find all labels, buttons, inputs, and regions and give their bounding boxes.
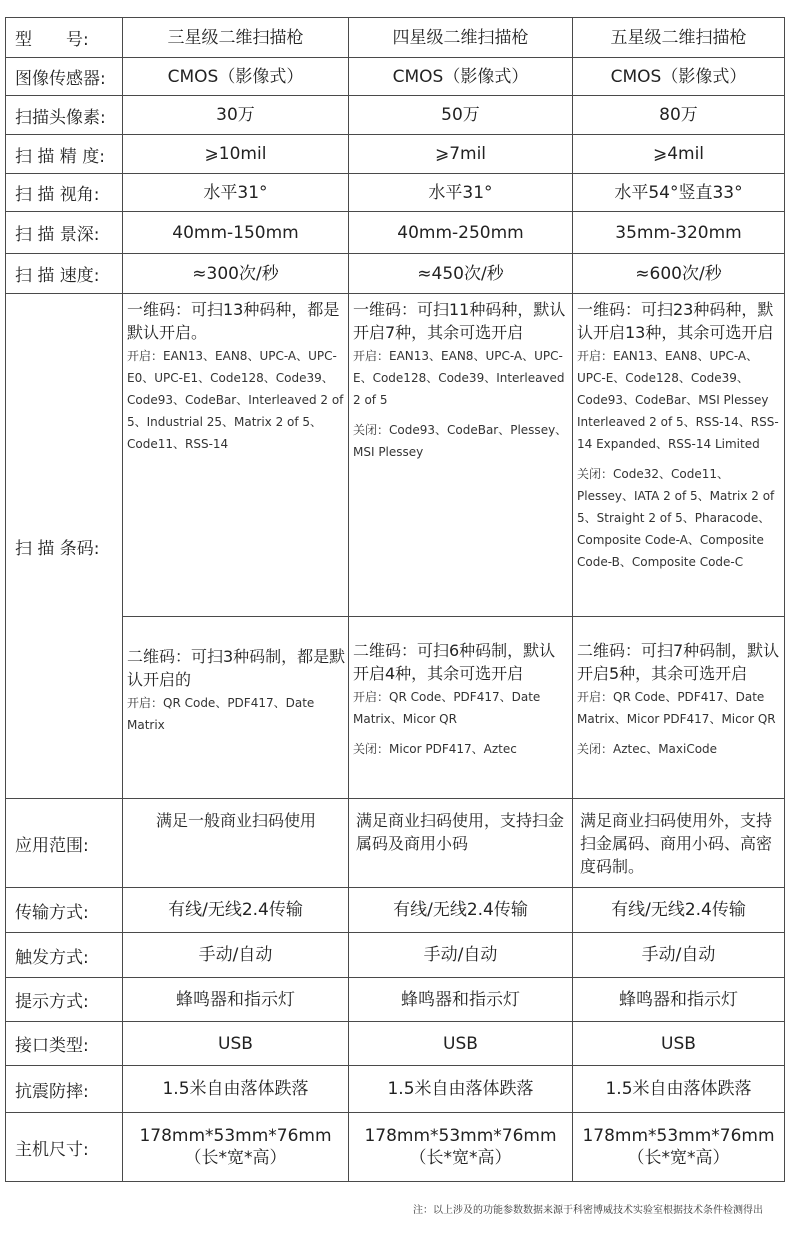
cell-value: 50万 (349, 96, 573, 135)
cell-value: 35mm-320mm (573, 212, 785, 254)
cell-value: USB (349, 1022, 573, 1066)
row-label: 扫 描 精 度: (6, 135, 123, 174)
cell-value: CMOS（影像式） (573, 58, 785, 96)
row-label: 扫 描 速度: (6, 254, 123, 294)
barcode-lead: 二维码：可扫6种码制，默认开启4种，其余可选开启 (353, 641, 556, 683)
cell-value: ≈300次/秒 (123, 254, 349, 294)
header-row (6, 18, 785, 58)
barcode-enabled: 开启：QR Code、PDF417、Date Matrix (127, 696, 315, 732)
cell-value: ⩾4mil (573, 135, 785, 174)
barcode-1d-five-star (573, 294, 785, 617)
barcode-enabled: 开启：EAN13、EAN8、UPC-A、UPC-E0、UPC-E1、Code128、Code39、Code93、CodeBar、Interleaved 2 of 5、Industrial 25、Matrix 2 of 5、Code11、RSS-14 (127, 349, 344, 451)
barcode-enabled: 开启：QR Code、PDF417、Date Matrix、Micor PDF417、Micor QR (577, 690, 776, 726)
size-dimensions: 178mm*53mm*76mm (582, 1126, 775, 1146)
row-label: 扫描头像素: (6, 96, 123, 135)
row-trigger (6, 933, 785, 978)
cell-value: 手动/自动 (573, 933, 785, 978)
row-pixels (6, 96, 785, 135)
cell-value: 40mm-250mm (349, 212, 573, 254)
cell-value: 水平31° (123, 174, 349, 212)
cell-value: 满足商业扫码使用，支持扫金属码及商用小码 (349, 799, 573, 888)
cell-value: 有线/无线2.4传输 (349, 888, 573, 933)
row-prompt (6, 978, 785, 1022)
cell-value: CMOS（影像式） (349, 58, 573, 96)
cell-value: 手动/自动 (349, 933, 573, 978)
row-label: 扫 描 视角: (6, 174, 123, 212)
row-barcode-2d (6, 617, 785, 799)
row-size (6, 1113, 785, 1182)
barcode-lead: 一维码：可扫11种码种，默认开启7种，其余可选开启 (353, 300, 566, 342)
size-dimensions: 178mm*53mm*76mm (139, 1126, 332, 1146)
row-label: 图像传感器: (6, 58, 123, 96)
size-units: （长*宽*高） (409, 1148, 512, 1168)
row-label: 接口类型: (6, 1022, 123, 1066)
cell-value: USB (573, 1022, 785, 1066)
row-interface (6, 1022, 785, 1066)
row-label: 扫 描 条码: (6, 294, 123, 799)
cell-value: 1.5米自由落体跌落 (123, 1066, 349, 1113)
cell-value: 手动/自动 (123, 933, 349, 978)
barcode-enabled: 开启：EAN13、EAN8、UPC-A、UPC-E、Code128、Code39、Code93、CodeBar、MSI Plessey Interleaved 2 of 5、RSS-14、RSS-14 Expanded、RSS-14 Limited (577, 349, 779, 451)
cell-value: 1.5米自由落体跌落 (349, 1066, 573, 1113)
row-image-sensor (6, 58, 785, 96)
cell-value: 有线/无线2.4传输 (573, 888, 785, 933)
row-view-angle (6, 174, 785, 212)
cell-value: 30万 (123, 96, 349, 135)
model-three-star: 三星级二维扫描枪 (123, 18, 349, 58)
row-speed (6, 254, 785, 294)
cell-value: 水平54°竖直33° (573, 174, 785, 212)
row-application (6, 799, 785, 888)
size-dimensions: 178mm*53mm*76mm (364, 1126, 557, 1146)
size-cell (349, 1113, 573, 1182)
cell-value: 80万 (573, 96, 785, 135)
cell-value: 蜂鸣器和指示灯 (573, 978, 785, 1022)
row-label: 触发方式: (6, 933, 123, 978)
size-cell (123, 1113, 349, 1182)
barcode-1d-three-star (123, 294, 349, 617)
row-label: 传输方式: (6, 888, 123, 933)
cell-value: 满足一般商业扫码使用 (123, 799, 349, 888)
barcode-lead: 一维码：可扫23种码种，默认开启13种，其余可选开启 (577, 300, 774, 342)
cell-value: 满足商业扫码使用外，支持扫金属码、商用小码、高密度码制。 (573, 799, 785, 888)
barcode-disabled: 关闭：Code93、CodeBar、Plessey、MSI Plessey (353, 423, 568, 459)
spec-table (5, 17, 785, 1182)
model-label: 型 号: (6, 18, 123, 58)
row-label: 抗震防摔: (6, 1066, 123, 1113)
cell-value: USB (123, 1022, 349, 1066)
barcode-2d-three-star (123, 617, 349, 799)
size-units: （长*宽*高） (184, 1148, 287, 1168)
barcode-2d-four-star (349, 617, 573, 799)
row-precision (6, 135, 785, 174)
row-label: 扫 描 景深: (6, 212, 123, 254)
cell-value: ≈450次/秒 (349, 254, 573, 294)
row-transmission (6, 888, 785, 933)
size-cell (573, 1113, 785, 1182)
barcode-disabled: 关闭：Code32、Code11、Plessey、IATA 2 of 5、Matrix 2 of 5、Straight 2 of 5、Pharacode、Composite Code-A、Composite Code-B、Composite Code-C (577, 467, 775, 569)
row-depth (6, 212, 785, 254)
barcode-lead: 二维码：可扫7种码制，默认开启5种，其余可选开启 (577, 641, 780, 683)
row-label: 主机尺寸: (6, 1113, 123, 1182)
cell-value: ⩾10mil (123, 135, 349, 174)
model-four-star: 四星级二维扫描枪 (349, 18, 573, 58)
barcode-2d-five-star (573, 617, 785, 799)
cell-value: 蜂鸣器和指示灯 (349, 978, 573, 1022)
barcode-enabled: 开启：QR Code、PDF417、Date Matrix、Micor QR (353, 690, 541, 726)
size-units: （长*宽*高） (627, 1148, 730, 1168)
cell-value: CMOS（影像式） (123, 58, 349, 96)
cell-value: 水平31° (349, 174, 573, 212)
model-five-star: 五星级二维扫描枪 (573, 18, 785, 58)
cell-value: 40mm-150mm (123, 212, 349, 254)
row-label: 提示方式: (6, 978, 123, 1022)
footnote: 注：以上涉及的功能参数数据来源于科密博威技术实验室根据技术条件检测得出 (413, 1205, 763, 1216)
barcode-enabled: 开启：EAN13、EAN8、UPC-A、UPC-E、Code128、Code39、Interleaved 2 of 5 (353, 349, 565, 407)
barcode-disabled: 关闭：Aztec、MaxiCode (577, 742, 718, 756)
barcode-lead: 一维码：可扫13种码种，都是默认开启。 (127, 300, 340, 342)
row-drop (6, 1066, 785, 1113)
cell-value: ≈600次/秒 (573, 254, 785, 294)
cell-value: 蜂鸣器和指示灯 (123, 978, 349, 1022)
barcode-disabled: 关闭：Micor PDF417、Aztec (353, 742, 517, 756)
cell-value: 有线/无线2.4传输 (123, 888, 349, 933)
cell-value: 1.5米自由落体跌落 (573, 1066, 785, 1113)
row-barcode-1d (6, 294, 785, 617)
cell-value: ⩾7mil (349, 135, 573, 174)
barcode-1d-four-star (349, 294, 573, 617)
row-label: 应用范围: (6, 799, 123, 888)
barcode-lead: 二维码：可扫3种码制，都是默认开启的 (127, 647, 346, 689)
